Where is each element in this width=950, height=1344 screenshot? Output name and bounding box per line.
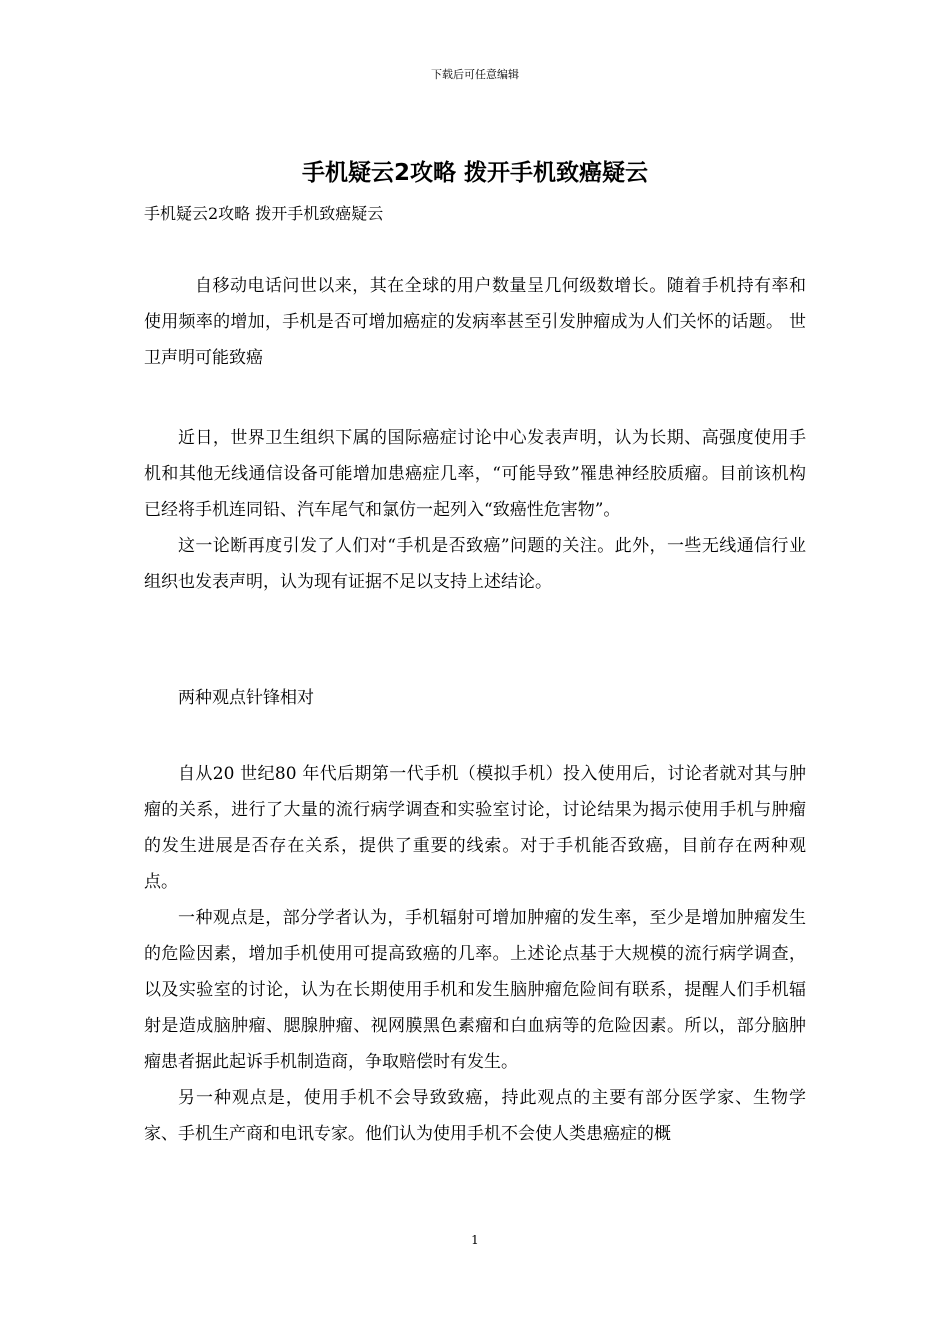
body-block-who-statement bbox=[144, 420, 806, 600]
paragraph: 自移动电话问世以来，其在全球的用户数量呈几何级数增长。随着手机持有率和使用频率的增加，手机是否可增加癌症的发病率甚至引发肿瘤成为人们关怀的话题。 世卫声明可能致癌 bbox=[144, 276, 806, 368]
section-heading: 两种观点针锋相对 bbox=[178, 688, 314, 708]
paragraph: 这一论断再度引发了人们对“手机是否致癌”问题的关注。此外，一些无线通信行业组织也发表声明，认为现有证据不足以支持上述结论。 bbox=[144, 536, 806, 592]
page-number: 1 bbox=[471, 1233, 479, 1247]
document-title: 手机疑云2攻略 拨开手机致癌疑云 bbox=[301, 160, 648, 186]
body-block-intro bbox=[144, 268, 806, 376]
paragraph: 一种观点是，部分学者认为，手机辐射可增加肿瘤的发生率，至少是增加肿瘤发生的危险因素，增加手机使用可提高致癌的几率。上述论点基于大规模的流行病学调查，以及实验室的讨论，认为在长期使用手机和发生脑肿瘤危险间有联系，提醒人们手机辐射是造成脑肿瘤、腮腺肿瘤、视网膜黑色素瘤和白血病等的危险因素。所以，部分脑肿瘤患者据此起诉手机制造商，争取赔偿时有发生。 bbox=[144, 908, 806, 1072]
body-block-section-heading bbox=[144, 680, 806, 716]
body-block-viewpoints bbox=[144, 756, 806, 1152]
paragraph: 近日，世界卫生组织下属的国际癌症讨论中心发表声明，认为长期、高强度使用手机和其他无线通信设备可能增加患癌症几率，“可能导致”罹患神经胶质瘤。目前该机构已经将手机连同铅、汽车尾气和氯仿一起列入“致癌性危害物”。 bbox=[144, 428, 806, 520]
document-subtitle: 手机疑云2攻略 拨开手机致癌疑云 bbox=[144, 204, 384, 223]
paragraph: 另一种观点是，使用手机不会导致致癌，持此观点的主要有部分医学家、生物学家、手机生产商和电讯专家。他们认为使用手机不会使人类患癌症的概 bbox=[144, 1088, 806, 1144]
paragraph: 自从20 世纪80 年代后期第一代手机（模拟手机）投入使用后，讨论者就对其与肿瘤的关系，进行了大量的流行病学调查和实验室讨论，讨论结果为揭示使用手机与肿瘤的发生进展是否存在关系，提供了重要的线索。对于手机能否致癌，目前存在两种观点。 bbox=[144, 764, 806, 892]
page-header-note: 下载后可任意编辑 bbox=[431, 68, 519, 81]
